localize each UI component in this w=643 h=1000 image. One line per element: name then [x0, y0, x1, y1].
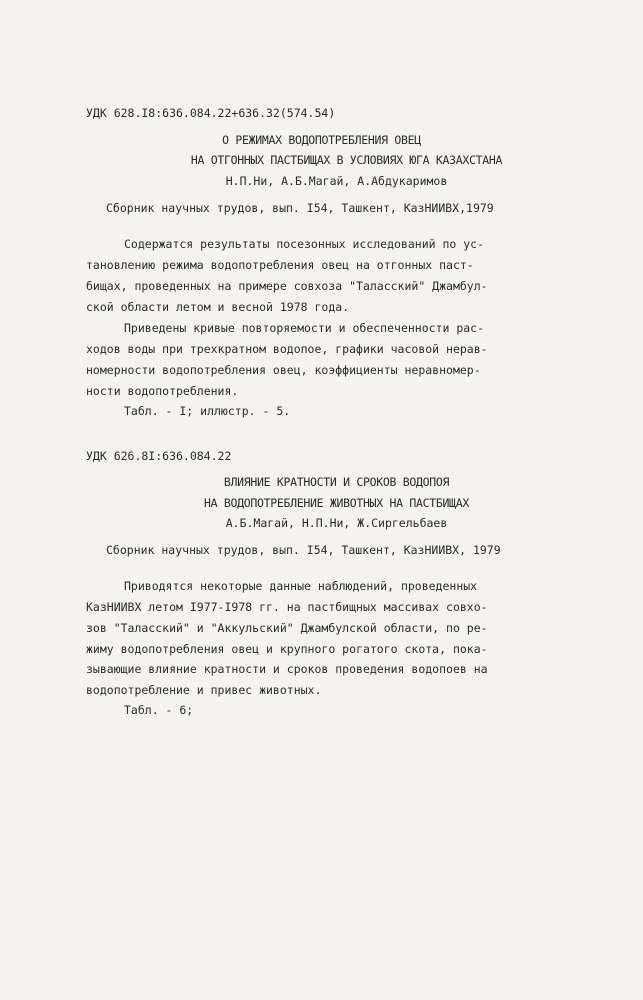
abstract-2-title-line-1: ВЛИЯНИЕ КРАТНОСТИ И СРОКОВ ВОДОПОЯ	[223, 475, 450, 489]
abstract-2-body-line: КазНИИВХ летом I977-I978 гг. на пастбищных массивах совхо-	[86, 600, 488, 614]
abstract-1-body-line: ности водопотребления.	[86, 384, 239, 398]
abstract-1-tables-note: Табл. - I; иллюстр. - 5.	[124, 404, 291, 418]
abstract-1-body-line: ходов воды при трехкратном водопое, графики часовой нерав-	[86, 342, 488, 356]
udc-code-1: УДК 628.I8:636.084.22+636.32(574.54)	[86, 106, 336, 120]
abstract-2-body-line: зывающие влияние кратности и сроков проведения водопоев на	[86, 662, 488, 676]
abstract-1-body-line: бищах, проведенных на примере совхоза "Таласский" Джамбул-	[86, 279, 488, 293]
abstract-2-title-line-2: НА ВОДОПОТРЕБЛЕНИЕ ЖИВОТНЫХ НА ПАСТБИЩАХ	[204, 496, 469, 510]
abstract-1-title-line-2: НА ОТГОННЫХ ПАСТБИЩАХ В УСЛОВИЯХ ЮГА КАЗАХСТАНА	[190, 153, 503, 167]
abstract-1-body-line: Содержатся результаты посезонных исследований по ус-	[124, 237, 485, 251]
abstract-2-tables-note: Табл. - 6;	[124, 703, 194, 717]
abstract-2-body-line: жиму водопотребления овец и крупного рогатого скота, пока-	[86, 642, 488, 656]
abstract-2-body-line: зов "Таласский" и "Аккульский" Джамбулской области, по ре-	[86, 621, 488, 635]
udc-code-2: УДК 626.8I:636.084.22	[86, 449, 232, 463]
abstract-1-authors: Н.П.Ни, А.Б.Магай, А.Абдукаримов	[225, 174, 448, 188]
abstract-1-body-line: номерности водопотребления овец, коэффициенты неравномер-	[86, 363, 481, 377]
abstract-1-body-line: Приведены кривые повторяемости и обеспеченности рас-	[124, 321, 485, 335]
abstract-1-source: Сборник научных трудов, вып. I54, Ташкент, КазНИИВХ,1979	[106, 201, 494, 215]
abstract-1-title-line-1: О РЕЖИМАХ ВОДОПОТРЕБЛЕНИЯ ОВЕЦ	[222, 133, 421, 147]
abstract-1-body-line: тановлению режима водопотребления овец на отгонных паст-	[86, 258, 474, 272]
abstract-2-body-line: водопотребление и привес животных.	[86, 683, 322, 697]
abstract-2-body-line: Приводятся некоторые данные наблюдений, проведенных	[124, 579, 478, 593]
abstract-2-authors: А.Б.Магай, Н.П.Ни, Ж.Сиргельбаев	[225, 516, 448, 530]
abstract-2-source: Сборник научных трудов, вып. I54, Ташкент, КазНИИВХ, 1979	[106, 543, 501, 557]
abstract-1-body-line: ской области летом и весной 1978 года.	[86, 300, 350, 314]
